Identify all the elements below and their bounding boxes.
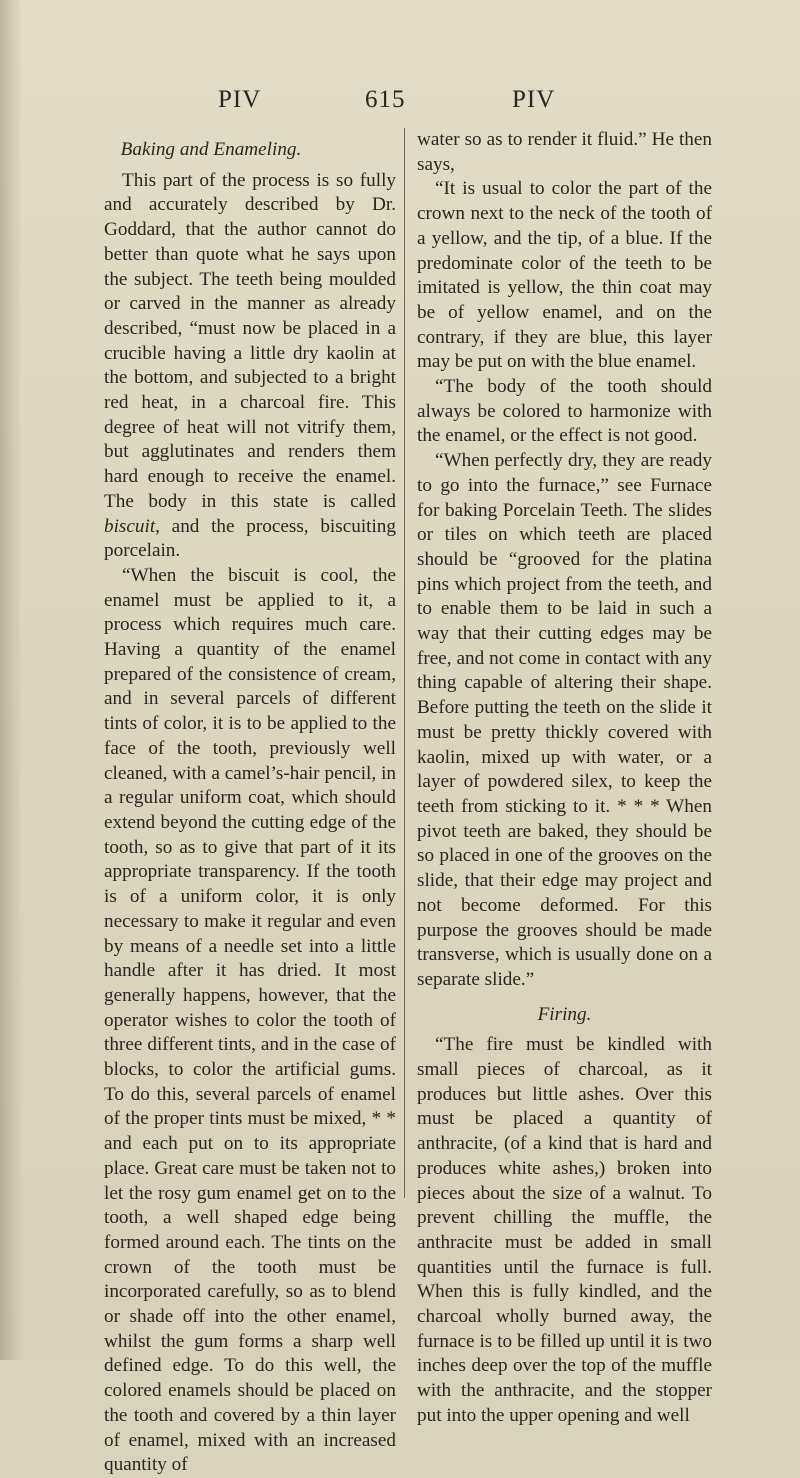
- header-left-term: PIV: [218, 86, 262, 113]
- page-number: 615: [365, 86, 406, 113]
- section-heading-baking: Baking and Enameling.: [120, 139, 302, 160]
- running-header: [0, 86, 800, 120]
- page-shadow: [0, 0, 22, 1360]
- paragraph: “When perfectly dry, they are ready to go into the furnace,” see Furnace for baking Porcelain Teeth. The slides or tiles on which teeth are placed should be “grooved for the platina pins which project from the teeth, and to enable them to be laid in such a way that their cutting edges may be free, and not come in contact with any thing capable of altering their shape. Before putting the teeth on the slide it must be pretty thickly covered with kaolin, mixed up with water, or a layer of powdered silex, to keep the teeth from sticking to it. * * * When pivot teeth are baked, they should be so placed in one of the grooves on the slide, that their edge may project and not become deformed. For this purpose the grooves should be made transverse, which is usually done on a separate slide.”: [417, 450, 712, 990]
- left-column: [104, 128, 396, 1478]
- column-divider: [404, 128, 405, 1198]
- paragraph: “It is usual to color the part of the crown next to the neck of the tooth of a yellow, and the tip, of a blue. If the predominate color of the teeth to be imitated is yellow, the thin coat may be of yellow enamel, and on the contrary, if they are blue, this layer may be put on with the blue enamel.: [417, 178, 712, 373]
- italic-term: biscuit: [104, 515, 156, 537]
- paragraph-text: This part of the process is so fully and accurately described by Dr. Goddard, that the author cannot do better than quote what he says upon the subject. The teeth being moulded or carved in the manner as already described, “must now be placed in a crucible having a little dry kaolin at the bottom, and subjected to a bright red heat, in a charcoal fire. This degree of heat will not vitrify them, but agglutinates and renders them hard enough to receive the enamel. The body in this state is called: [104, 169, 396, 512]
- header-right-term: PIV: [512, 86, 556, 113]
- paragraph: “The fire must be kindled with small pieces of charcoal, as it produces but little ashes. Over this must be placed a quantity of anthracite, (of a kind that is hard and produces white ashes,) broken into pieces about the size of a walnut. To prevent chilling the muffle, the anthracite must be added in small quantities until the furnace is full. When this is fully kindled, and the charcoal wholly burned away, the furnace is to be filled up until it is two inches deep over the top of the muffle with the anthracite, and the stopper put into the upper opening and well: [417, 1034, 712, 1426]
- paragraph: [104, 169, 396, 564]
- paragraph-text: , and the process, biscuiting porcelain.: [104, 515, 396, 562]
- section-heading-firing: Firing.: [537, 1003, 592, 1025]
- paragraph: water so as to render it fluid.” He then says,: [417, 129, 712, 175]
- right-column: [417, 128, 712, 1429]
- paragraph: “The body of the tooth should always be colored to harmonize with the enamel, or the effect is not good.: [417, 376, 712, 447]
- paragraph: “When the biscuit is cool, the enamel must be applied to it, a process which requires much care. Having a quantity of the enamel prepared of the consistence of cream, and in several parcels of different tints of color, it is to be applied to the face of the tooth, previously well cleaned, with a camel’s-hair pencil, in a regular uniform coat, which should extend beyond the cutting edge of the tooth, so as to give that part of it its appropriate transparency. If the tooth is of a uniform color, it is only necessary to make it regular and even by means of a needle set into a little handle after it has dried. It most generally happens, however, that the operator wishes to color the tooth of three different tints, and in the case of blocks, to color the artificial gums. To do this, several parcels of enamel of the proper tints must be mixed, * * and each put on to its appropriate place. Great care must be taken not to let the rosy gum enamel get on to the tooth, a well shaped edge being formed around each. The tints on the crown of the tooth must be incorporated carefully, so as to blend or shade off into the other enamel, whilst the gum forms a sharp well defined edge. To do this well, the colored enamels should be placed on the tooth and covered by a thin layer of enamel, mixed with an increased quantity of: [104, 564, 396, 1476]
